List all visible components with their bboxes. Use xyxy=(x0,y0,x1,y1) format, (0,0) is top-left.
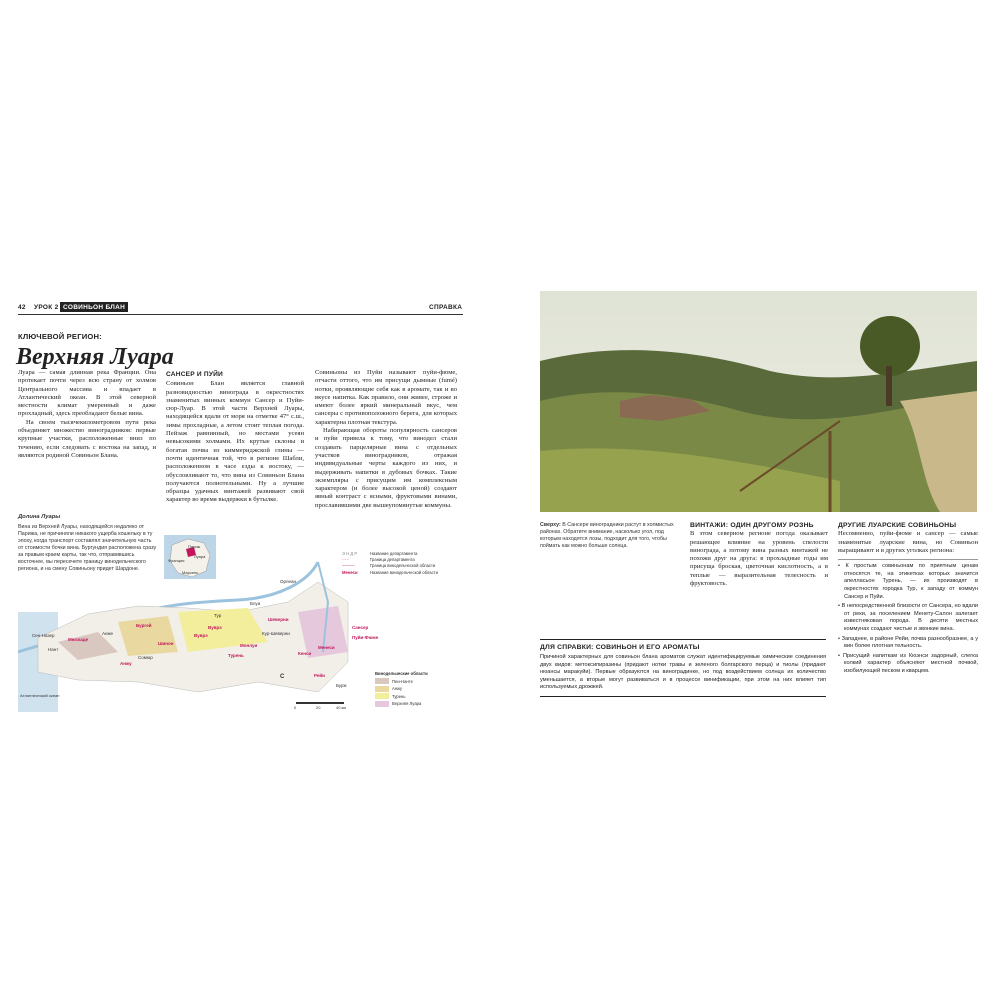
region-legend-item xyxy=(375,693,457,701)
map-place: Вуврэ xyxy=(194,633,208,638)
other-heading: ДРУГИЕ ЛУАРСКИЕ СОВИНЬОНЫ xyxy=(838,522,957,529)
map-place: Тур xyxy=(214,613,222,618)
inset-label: Марсель xyxy=(182,570,199,575)
inset-label: Франция xyxy=(168,558,185,563)
inset-label: Париж xyxy=(188,544,201,549)
legend-symbol: - - - xyxy=(342,557,349,563)
map-caption-text: Вина из Верхней Луары, находящейся недалеко от Парижа, не причиняли никакого ущерба кошельку в ту эпоху, когда транспорт составлял значительную часть от стоимости бочки вина. Бургундия расположена сразу за правым краем карты, так что, отправившись восточнее, вы пересечете границу винодельческого региона, и на смену Совиньону придет Шардоне. xyxy=(18,524,157,572)
region-legend-item xyxy=(375,678,457,686)
legend-label: Турень xyxy=(392,693,406,699)
legend-label: Пеи-Нанте xyxy=(392,678,413,684)
other-intro: Несомненно, пуйи-фюме и сансер — самые знаменитые луарские вина, но Совиньон выращивают и в других уголках региона: xyxy=(838,530,978,554)
map-place: Менеси xyxy=(318,645,335,650)
map-place: Сансер xyxy=(352,625,369,630)
region-legend-item xyxy=(375,685,457,693)
pouilly-paragraph: Набирающая обороты популярность сансеров и пуйи привела к тому, что винодел стали создавать парцелярные вина с отдельных участков виноградников, отражая индивидуальные черты каждого из них, и выдерживать напитки в дубовых бочках. Такие экземпляры с присущим им комплексным характером (и более высокой ценой) создают явный контраст с ясными, фруктовыми винами, прославившими две вышеупомянутые коммуны. xyxy=(315,427,457,509)
photo-caption xyxy=(540,522,678,550)
legend-label: Название департамента xyxy=(370,551,418,556)
reference-text: Причиной характерных для совиньон блана ароматов служат идентифицируемые химические соединения двух видов: метоксипиразины (придают нотки травы и зеленого болгарского перца) и тиолы (придают нюансы маракуйи). Первые образуются на виноградинке, но под воздействием солнца их количество уменьшается, а вторые могут развиваться и в процессе винификации, при этом на них влияет тип используемых дрожжей. xyxy=(540,654,826,691)
page-title: Верхняя Луара xyxy=(16,344,174,370)
region-legend-item xyxy=(375,700,457,708)
map-place: Кур-Шеверни xyxy=(262,631,290,636)
legend-label: Верхняя Луара xyxy=(392,701,422,706)
legend-label: Название винодельческой области xyxy=(370,569,438,575)
map-place: Шинон xyxy=(158,641,174,646)
pouilly-column xyxy=(315,369,457,510)
page-number: 42 xyxy=(18,304,26,311)
sea-label: Атлантический океан xyxy=(20,693,60,698)
legend-symbol: Менеси xyxy=(342,569,358,575)
page-header xyxy=(18,302,463,315)
legend-swatch xyxy=(375,678,389,684)
vineyard-photo-svg xyxy=(540,291,977,512)
map-place: Анжу xyxy=(120,661,132,666)
photo-caption-lead: Сверху: xyxy=(540,522,561,528)
region-legend-title: Винодельческие области xyxy=(375,671,428,676)
map-place: Бургей xyxy=(136,623,152,628)
legend-label: Граница винодельческой области xyxy=(370,563,436,569)
bullet-item: • К простым совиньонам по приятным ценам относятся те, на этикетках которых значится апелласьон Турень, — их производят в окрестностях городка Тур, к западу от коммун Сансер и Пуйи. xyxy=(838,563,979,600)
vineyard-photo xyxy=(540,291,977,512)
map-place: Нант xyxy=(48,647,59,652)
map-place: Рейи xyxy=(314,673,325,678)
bullet-text: Западнее, в районе Рейи, почва разнообразнее, а у вин более плотная тельность. xyxy=(841,635,978,650)
vintage-text: В этом северном регионе погода оказывает решающее влияние на уровень спелости винограда, а потому вина разных винтажей не похожи друг на друга: в прохладные годы им присуща броская, цветочная кислотность, а в теплые — выразительная телесность и фруктовость. xyxy=(690,530,828,588)
region-legend xyxy=(375,670,457,708)
bullet-item: • Западнее, в районе Рейи, почва разнообразнее, а у вин более плотная тельность. xyxy=(838,635,978,650)
map-place: Кенси xyxy=(298,651,312,656)
intro-paragraph: На своем тысячекилометровом пути река объединяет множество виноградников: первые крупные участки, расположенные вниз по течению, если следовать с востока на запад, и являются родиной Совиньон Блана. xyxy=(18,418,156,459)
photo-caption-text: В Сансере виноградники растут в холмистых районах. Обратите внимание, насколько угол, под которым находятся лозы, подходит для того, чтобы поймать как можно больше солнца. xyxy=(540,522,674,549)
sancerre-heading: САНСЕР И ПУЙИ xyxy=(166,371,224,378)
scale-label: 20 xyxy=(316,705,321,710)
bullet-item: • Присущий напиткам из Кюэнси задорный, слегка колкий характер объясняют местной почвой, изобилующей песком и кварцем. xyxy=(838,652,978,674)
sancerre-column xyxy=(166,371,304,505)
map-place: Анже xyxy=(102,631,113,636)
map-caption-title: Долина Луары xyxy=(18,514,61,520)
bullet-item: • В непосредственной близости от Сансера, но вдали от реки, за поселением Менету-Салон залегает известняковая порода. В десяти местных коммунах создают чистые и звонкие вина. xyxy=(838,603,978,632)
map-place: Турень xyxy=(228,653,244,658)
map-place: Вуврэ xyxy=(208,625,222,630)
sancerre-text: Совиньон Блан является главной разновидностью винограда в окрестностях знаменитых винных коммун Сансер и Пуйи-сюр-Луар. В этой части Верхней Луары, находящейся вдали от моря на отметке 47° с.ш., зимы прохладные, а летом стоит теплая погода. Пейзаж равнинный, но местами усеян невысокими холмами. Их крутые склоны и богатая почва из киммериджской глины — почти идентичная той, что в регионе Шабли, расположенном в часе езды к востоку, — обусловливают то, что вина из Совиньон Блана получаются полнотельными. Ну а лучшие образцы удачных винтажей развивают свой характер во время выдержки в бутылке. xyxy=(166,380,304,504)
bullet-text: В непосредственной близости от Сансера, но вдали от реки, за поселением Менету-Салон залегает известняковая порода. В десяти местных коммунах создают чистые и звонкие вина. xyxy=(841,603,978,632)
map-place: Мюскаде xyxy=(68,637,89,642)
map-place: Монлуи xyxy=(240,643,258,648)
bullet-divider xyxy=(838,559,978,675)
reference-heading: ДЛЯ СПРАВКИ: СОВИНЬОН И ЕГО АРОМАТЫ xyxy=(540,644,700,651)
inset-label: Луара xyxy=(194,554,206,559)
legend-symbol: ——— xyxy=(342,563,355,569)
map-place: Блуа xyxy=(250,601,261,606)
legend-label: Анжу xyxy=(392,686,403,691)
section-label: СПРАВКА xyxy=(429,304,463,311)
legend-swatch xyxy=(375,686,389,692)
legend-label: Граница департамента xyxy=(370,557,415,563)
map-place: Сен-Назер xyxy=(32,633,55,638)
map-place: Бурж xyxy=(336,683,347,688)
intro-column xyxy=(18,369,156,460)
other-bullets xyxy=(838,563,978,675)
vintage-column xyxy=(690,522,828,588)
map-place: Шеверни xyxy=(268,617,289,622)
other-sauvignons-column xyxy=(838,522,978,678)
map-place: Сомюр xyxy=(138,655,153,660)
map-place: Орлеан xyxy=(280,579,296,584)
vintage-heading: ВИНТАЖИ: ОДИН ДРУГОМУ РОЗНЬ xyxy=(690,522,814,529)
intro-paragraph: Луара — самая длинная река Франции. Она протекает почти через всю страну от холмов Центрального массива и впадает в Атлантический океан. В этой северной местности климат умеренный и даже прохладный, здесь преобладают белые вина. xyxy=(18,369,156,418)
bullet-text: Присущий напиткам из Кюэнси задорный, слегка колкий характер объясняют местной почвой, изобилующей песком и кварцем. xyxy=(842,652,978,674)
pouilly-paragraph: Совиньоны из Пуйи называют пуйи-фюме, отчасти оттого, что им присущи дымные (fumé) нотки, проявляющие себя как в аромате, так и во вкусе напитка. Как правило, они живее, строже и имеют более яркий минеральный вкус, чем сансеры с противоположного берега, для которых характерна плотная текстура. xyxy=(315,369,457,426)
chapter-label: СОВИНЬОН БЛАН xyxy=(60,302,128,312)
kicker: КЛЮЧЕВОЙ РЕГИОН: xyxy=(18,332,102,341)
legend-swatch xyxy=(375,693,389,699)
legend-swatch xyxy=(375,701,389,707)
scale-label: 40 км xyxy=(336,705,347,710)
map-place: Пуйи-Фюме xyxy=(352,635,379,640)
lesson-label: УРОК 2 xyxy=(34,304,59,311)
legend-symbol: Э Н Д Р xyxy=(342,551,358,556)
north-arrow-icon: С xyxy=(280,674,285,680)
bullet-text: К простым совиньонам по приятным ценам относятся те, на этикетках которых значится апелласьон Турень, — их производят в окрестностях городка Тур, к западу от коммун Сансер и Пуйи. xyxy=(844,563,979,600)
scale-label: 0 xyxy=(294,705,297,710)
reference-box xyxy=(540,639,826,697)
